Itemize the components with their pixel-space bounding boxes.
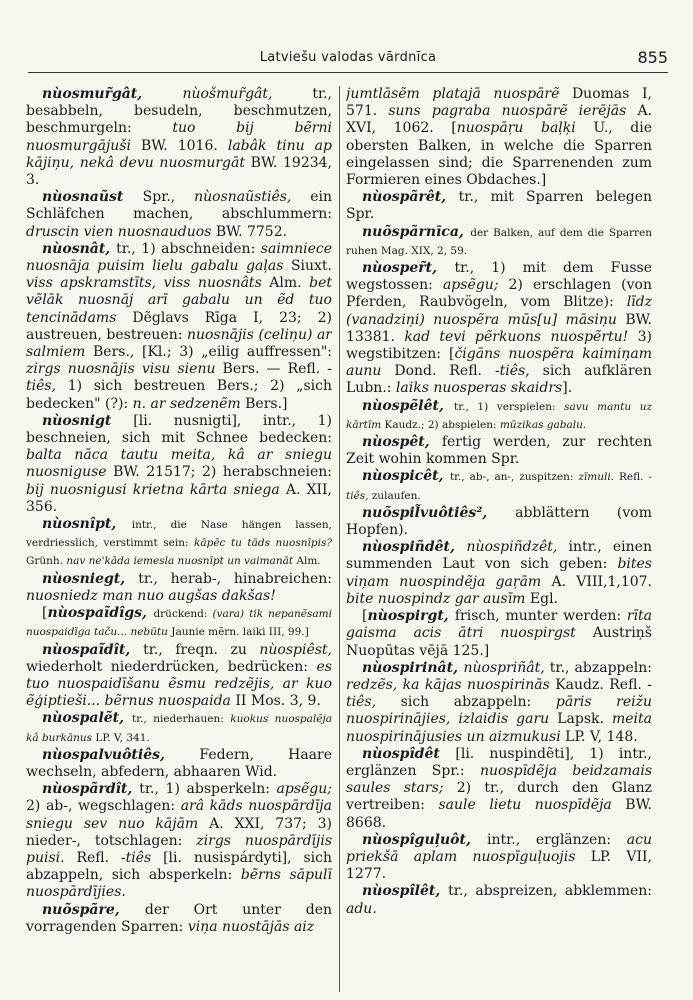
dictionary-entry xyxy=(26,189,332,241)
definition-text: [li. nusispárdyti], sich abzappeln, sich absperkeln: xyxy=(26,849,332,884)
definition-text: BW. 21517; 2) herabschneien: xyxy=(113,464,332,481)
example-text: nùošmur̃gât, xyxy=(182,86,313,102)
definition-text: der Balken, auf dem die Sparren ruhen Mag. XIX, 2, 59. xyxy=(346,226,652,257)
example-text: -tiês xyxy=(120,849,164,866)
definition-text: sich aufklären Lubn.: xyxy=(346,363,652,397)
definition-text: Dond. Refl. xyxy=(394,363,495,380)
definition-text: [li. nusnigti], intr., 1) beschneien, sich mit Schnee bedecken: xyxy=(26,412,332,447)
dictionary-entry xyxy=(346,832,652,884)
example-text: druscin vien nuosnauduos xyxy=(26,223,216,240)
example-text: nuosnājis (celiņu) ar salmiem xyxy=(26,326,332,361)
dictionary-entry xyxy=(26,642,332,711)
definition-text: Alm. xyxy=(296,555,321,568)
example-text: meita nuospirinājusies un aizmukusi xyxy=(346,711,652,745)
right-column xyxy=(346,86,652,994)
definition-text: 2) ab-, wegschlagen: xyxy=(26,798,181,815)
dictionary-entry xyxy=(26,710,332,746)
example-text: saule lietu nuospīdẽja xyxy=(438,797,626,814)
headword: nùospîlêt, xyxy=(362,883,449,900)
headword: nùosnaũst xyxy=(42,189,143,206)
definition-text: U., die obersten Balken, in welche die Sparren eingelassen sind; die Sparrenenden zum Formieren eines Obdaches.] xyxy=(346,120,652,189)
headword: nùospaĩdît, xyxy=(42,641,144,658)
example-text: arâ kāds nuospārdīja sniegu sev nuo kājām xyxy=(26,798,332,832)
example-text: bet vẽlāk nuosnāj arī gabalu un ẽd tuo tencinādams xyxy=(26,275,332,326)
definition-text: Egl. xyxy=(529,590,559,607)
dictionary-entry xyxy=(26,747,332,781)
example-text: čigāns nuospẽra kaimiņam aunu xyxy=(346,346,652,380)
example-text: zirgs nuospārdījis puisi. xyxy=(26,832,332,866)
definition-text: A. VIII,1,107. xyxy=(551,573,652,590)
definition-text: Refl. xyxy=(618,471,649,484)
example-text: -tiês, xyxy=(26,361,332,395)
dictionary-entry xyxy=(346,224,652,260)
headword: nuõspãrnīca, xyxy=(362,223,471,240)
example-text: savu mantu uz kārtīm xyxy=(346,400,652,431)
headword: nuõspãre, xyxy=(42,901,145,918)
example-text: acu priekšā aplam nuospīguļuojis xyxy=(346,831,652,865)
definition-text: tr., herab-, hinabreichen: xyxy=(138,570,332,587)
example-text: -tiês, xyxy=(346,676,652,711)
definition-text: BW. 7752. xyxy=(215,223,288,240)
dictionary-entry xyxy=(26,605,332,641)
dictionary-entry xyxy=(26,413,332,516)
dictionary-entry xyxy=(346,398,652,434)
example-text: n. ar sedzenẽm xyxy=(132,395,246,412)
headword: nùospalvuôtiês, xyxy=(42,746,200,763)
definition-text: Bers. — Refl. xyxy=(222,361,328,378)
definition-text: Siuxt. xyxy=(290,258,332,275)
definition-text: tr., besabbeln, besudeln, beschmutzen, beschmurgeln: xyxy=(26,86,332,137)
example-text: suns pagraba nuospārẽ ierējās xyxy=(388,103,638,120)
headword: nùosniegt, xyxy=(42,570,139,587)
example-text: bite nuospindz gar ausīm xyxy=(346,590,530,607)
example-text: bẽrns sāpulī nuospārdījies. xyxy=(26,867,332,901)
example-text: nùospriñât, xyxy=(463,659,550,676)
headword: nùospãrêt, xyxy=(362,189,459,206)
example-text: nuosniedz man nuo augšas dakšas! xyxy=(26,587,276,604)
example-text: zīmuli. xyxy=(578,471,619,484)
definition-text: Grünh. xyxy=(26,555,67,568)
headword: nùospêt, xyxy=(362,434,442,451)
definition-text: tr., abspreizen, abklemmen: xyxy=(448,883,652,900)
page-number: 855 xyxy=(637,48,668,67)
column-divider xyxy=(339,86,340,992)
dictionary-entry xyxy=(26,86,332,189)
dictionary-entry xyxy=(346,260,652,398)
dictionary-entry xyxy=(346,86,652,189)
definition-text: 3) wegstibitzen: [ xyxy=(346,328,652,363)
definition-text: tr., 1) absperkeln: xyxy=(139,781,277,798)
definition-text: Spr., xyxy=(142,189,195,206)
definition-text: [ xyxy=(362,608,368,625)
headword: nuõspil̃vuôtiês², xyxy=(362,504,516,521)
example-text: redzẽs, ka kājas nuospirinās xyxy=(346,676,556,693)
definition-text: A. XXI, 737; 3) nieder-, totschlagen: xyxy=(26,815,332,849)
definition-text: Refl. xyxy=(76,849,121,866)
example-text: viss apskramstīts, viss nuosnâts xyxy=(26,275,270,292)
example-text: labâk tinu ap kājiņu, nekâ devu nuosmurgāt xyxy=(26,137,332,171)
definition-text: BW. 19234, 3. xyxy=(26,154,332,189)
definition-text: Alm. xyxy=(269,275,310,292)
definition-text: LP. V, 148. xyxy=(565,728,638,745)
example-text: nùospiñdzêt, xyxy=(466,539,569,556)
definition-text: ein Schläfchen machen, abschlummern: xyxy=(26,189,332,223)
dictionary-entry xyxy=(26,241,332,413)
definition-text: BW. 13381. xyxy=(346,311,652,345)
dictionary-entry xyxy=(346,505,652,539)
headword: nùospalẽt, xyxy=(42,710,132,727)
dictionary-entry xyxy=(346,883,652,917)
definition-text: tr., niederhauen: xyxy=(132,713,231,726)
dictionary-entry xyxy=(26,902,332,936)
definition-text: drückend: xyxy=(153,608,213,621)
definition-text: Kaudz. Refl. xyxy=(555,676,648,693)
headword: nùospirgt, xyxy=(367,608,455,625)
definition-text: ]. xyxy=(562,380,573,397)
example-text: rīta gaisma acis ātri nuospirgst xyxy=(346,608,652,642)
definition-text: Bers., [Kl.; 3) „eilig auffressen": xyxy=(93,344,332,361)
example-text: -tiês, xyxy=(494,363,543,380)
definition-text: II Mos. 3, 9. xyxy=(235,693,321,710)
example-text: nav ne'kāda iemesla nuosnīpt un vaimanāt xyxy=(66,555,297,568)
running-title: Latviešu valodas vārdnīca xyxy=(259,50,437,65)
definition-text: [ xyxy=(42,605,48,622)
definition-text: BW. 8668. xyxy=(346,797,652,831)
example-text: nuospīdẽja beidzamais saules stars; xyxy=(346,762,652,797)
headword: nùospîdêt xyxy=(362,745,456,762)
definition-text: Bers.] xyxy=(245,395,288,412)
headword: nùospîguļuôt, xyxy=(362,831,487,848)
definition-text: intr., die Nase hängen lassen, verdriesslich, verstimmt sein: xyxy=(26,519,332,550)
definition-text: Jaunie mẽrn. laiki III, 99.] xyxy=(171,626,309,639)
example-text: kāpēc tu tāds nuosnīpis? xyxy=(194,537,332,550)
dictionary-entry xyxy=(346,434,652,468)
dictionary-entry xyxy=(346,468,652,504)
dictionary-entry xyxy=(346,189,652,223)
definition-text: Lapsk. xyxy=(557,711,612,728)
example-text: mūzikas gabalu. xyxy=(499,418,587,431)
definition-text: abblättern (vom Hopfen). xyxy=(346,504,652,539)
definition-text: 2) tr., durch den Glanz vertreiben: xyxy=(346,780,652,814)
definition-text: Dẽglavs Rīga I, 23; 2) austreuen, bestreuen: xyxy=(26,309,332,343)
example-text: bij nuosnigusi krietna kārta sniega xyxy=(26,481,286,498)
example-text: nùosnaũstiês, xyxy=(194,189,311,206)
headword: nùosnât, xyxy=(42,240,117,257)
definition-text: tr., ab-, an-, zuspitzen: xyxy=(449,471,579,484)
page-header xyxy=(28,50,668,73)
definition-text: LP. VII, 1277. xyxy=(346,848,652,883)
definition-text: A. XVI, 1062. [ xyxy=(346,103,652,137)
example-text: bites viņam nuospindẽja gaŗām xyxy=(346,556,652,590)
headword: nùospaĩdîgs, xyxy=(47,605,154,622)
headword: nùospirinât, xyxy=(362,659,464,676)
definition-text: frisch, munter werden: xyxy=(454,608,627,625)
headword: nùospãrdît, xyxy=(42,781,140,798)
example-text: nuospāŗu baļķi xyxy=(456,120,594,137)
example-text: tuo bij bẽrni nuosmurgājuši xyxy=(26,120,332,154)
definition-text: intr., einen summenden Laut von sich geben: xyxy=(346,539,652,573)
dictionary-entry xyxy=(26,781,332,901)
dictionary-entry xyxy=(346,660,652,746)
example-text: adu. xyxy=(346,900,377,917)
headword: nùospicêt, xyxy=(362,468,450,485)
left-column xyxy=(26,86,332,994)
definition-text: fertig werden, zur rechten Zeit wohin kommen Spr. xyxy=(346,434,652,468)
definition-text: tr., 1) abschneiden: xyxy=(116,240,261,257)
example-text: jumtlāsẽm platajā nuospārẽ xyxy=(346,86,572,102)
headword: nùosnigt xyxy=(42,412,134,429)
headword: nùosmur̃gât, xyxy=(42,86,183,102)
headword: nùospiñdêt, xyxy=(362,539,467,556)
definition-text: 1) sich bestreuen Bers.; 2) „sich bedecken" (?): xyxy=(26,378,332,412)
headword: nùosnîpt, xyxy=(42,516,132,533)
definition-text: zulaufen. xyxy=(371,489,421,502)
dictionary-entry xyxy=(346,608,652,660)
dictionary-entry xyxy=(26,571,332,605)
headword: nùosper̃t, xyxy=(362,260,455,277)
example-text: pāris reižu nuospirinājies, izlaidis garu xyxy=(346,694,652,728)
definition-text: [li. nuspindẽti], 1) intr., erglänzen Spr.: xyxy=(346,745,652,779)
definition-text: Kaudz.; 2) abspielen: xyxy=(384,418,500,431)
example-text: zirgs nuosnājis visu sienu xyxy=(26,361,223,378)
definition-text: BW. 1016. xyxy=(141,137,228,154)
example-text: kuokus nuospalẽja kâ burkānus xyxy=(26,713,332,744)
definition-text: A. XII, 356. xyxy=(26,481,332,515)
definition-text: Austriņš Nuopūtas vējā 125.] xyxy=(346,625,652,659)
dictionary-entry xyxy=(26,516,332,571)
definition-text: LP. V, 341. xyxy=(95,731,150,744)
example-text: (vara) tik nepanẽsami nuospaidīga taču... nebūtu xyxy=(26,608,332,639)
example-text: kad tevi pẽrkuons nuospẽrtu! xyxy=(404,328,638,345)
example-text: nùospiêst, xyxy=(259,641,332,658)
example-text: viņa nuostājās aiz xyxy=(187,918,315,935)
example-text: laiks nuosperas skaidrs xyxy=(395,380,563,397)
dictionary-entry xyxy=(346,539,652,608)
definition-text: tr., abzappeln: xyxy=(549,659,652,676)
definition-text: tr., 1) verspielen: xyxy=(454,400,565,413)
definition-text: tr., 1) mit dem Fusse wegstossen: xyxy=(346,260,652,294)
example-text: apsẽgu; xyxy=(442,277,509,294)
dictionary-entry xyxy=(346,746,652,832)
definition-text: wiederholt niederdrücken, bedrücken: xyxy=(26,658,317,675)
definition-text: tr., freqn. zu xyxy=(143,641,260,658)
example-text: saimniece nuosnāja puisim lielu gabalu gaļas xyxy=(26,240,332,275)
definition-text: sich abzappeln: xyxy=(400,694,556,711)
example-text: balta nāca tautu meita, kâ ar sniegu nuosniguse xyxy=(26,447,332,481)
example-text: līdz (vanadziņi) nuospẽra mūs[u] māsiņu xyxy=(346,294,652,328)
definition-text: tr., mit Sparren belegen Spr. xyxy=(346,189,652,223)
definition-text: Federn, Haare wechseln, abfedern, abhaaren Wid. xyxy=(26,746,332,780)
example-text: es tuo nuospaidīšanu ẽsmu redzẽjis, ar kuo ẽģiptieši... bẽrnus nuospaida xyxy=(26,658,332,710)
example-text: apsẽgu; xyxy=(276,781,332,798)
definition-text: 2) erschlagen (von Pferden, Raubvögeln, vom Blitze): xyxy=(346,277,652,311)
definition-text: Duomas I, 571. xyxy=(346,86,652,120)
example-text: -tiês, xyxy=(346,471,652,502)
definition-text: intr., erglänzen: xyxy=(486,831,627,848)
headword: nùospẽlêt, xyxy=(362,397,455,414)
definition-text: der Ort unter den vorragenden Sparren: xyxy=(26,901,332,935)
